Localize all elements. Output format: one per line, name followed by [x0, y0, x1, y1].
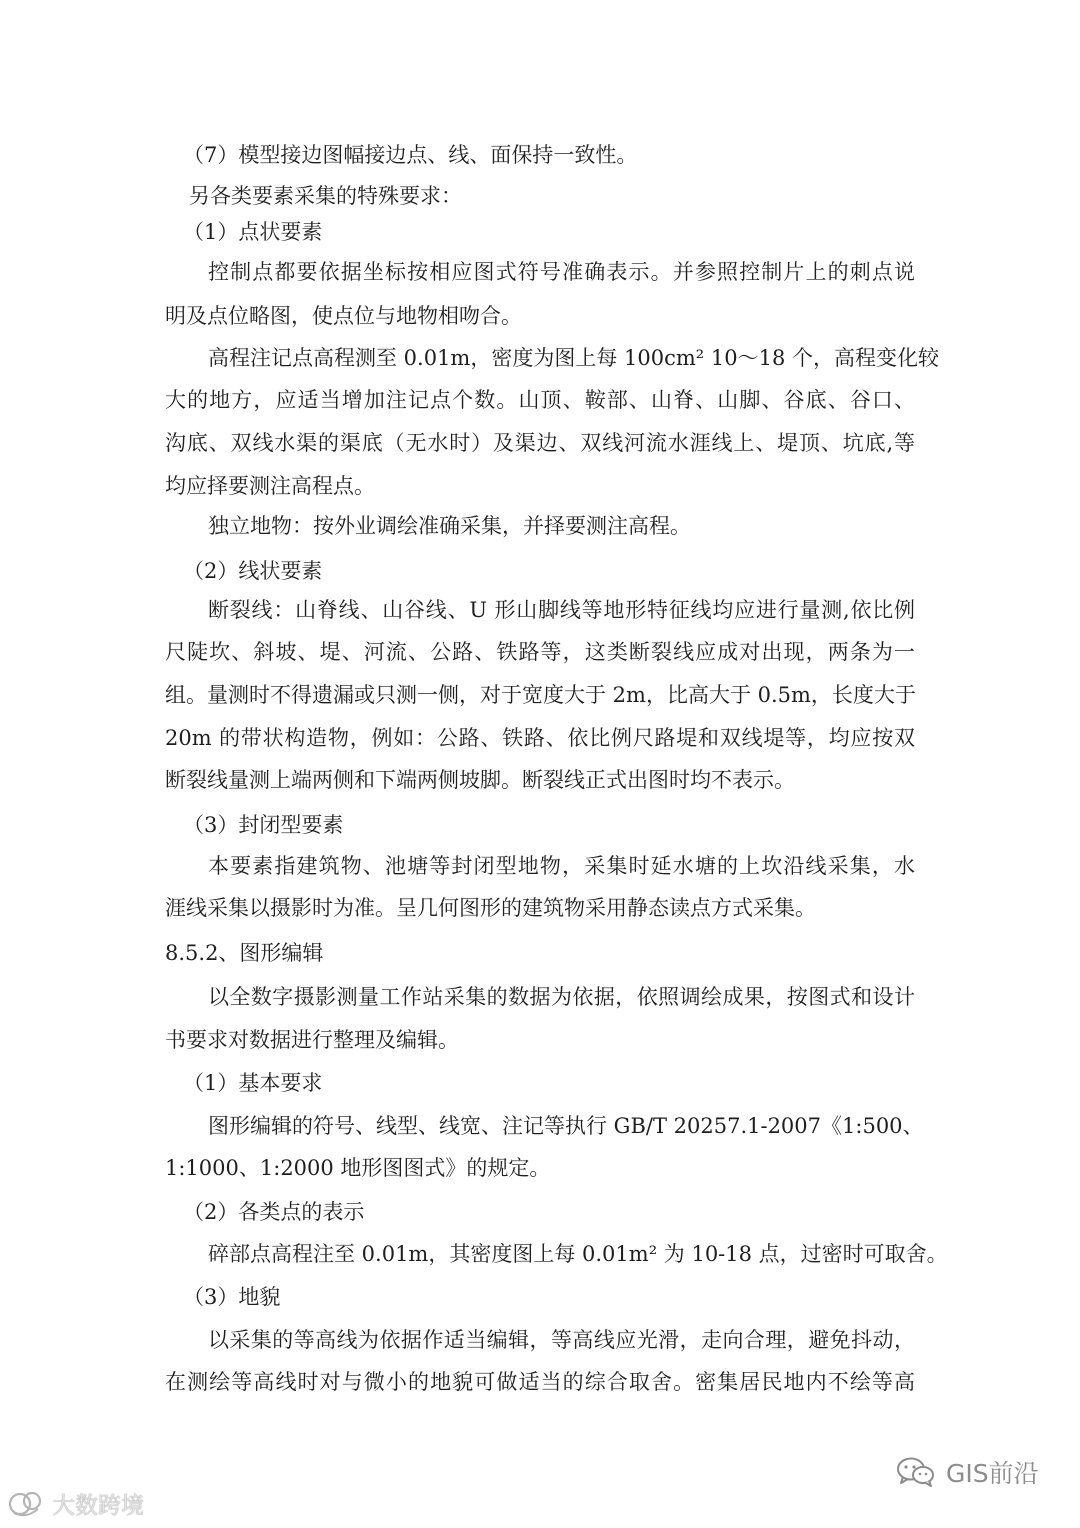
paragraph-line: 以全数字摄影测量工作站采集的数据为依据，依照调绘成果，按图式和设计 [208, 985, 915, 1009]
paragraph-line: 另各类要素采集的特殊要求： [189, 184, 462, 208]
paragraph-line: 尺陡坎、斜坡、堤、河流、公路、铁路等，这类断裂线应成对出现，两条为一 [165, 640, 915, 664]
wechat-icon [896, 1456, 936, 1492]
paragraph-line: 书要求对数据进行整理及编辑。 [165, 1028, 459, 1052]
list-item-heading: （7）模型接边图幅接边点、线、面保持一致性。 [183, 143, 638, 167]
paragraph-line: 1:1000、1:2000 地形图图式》的规定。 [165, 1156, 551, 1180]
source-watermark [8, 1490, 144, 1522]
paragraph-line: 高程注记点高程测至 0.01m，密度为图上每 100cm² 10～18 个，高程变化较 [208, 346, 939, 370]
list-item-heading: （3）封闭型要素 [183, 813, 344, 837]
list-item-heading: （2）各类点的表示 [183, 1200, 365, 1224]
list-item-heading: （2）线状要素 [183, 559, 323, 583]
paragraph-line: 组。量测时不得遗漏或只测一侧，对于宽度大于 2m，比高大于 0.5m，长度大于 [165, 683, 916, 707]
paragraph-line: 沟底、双线水渠的渠底（无水时）及渠边、双线河流水涯线上、堤顶、坑底,等 [165, 431, 915, 455]
paragraph-line: 本要素指建筑物、池塘等封闭型地物，采集时延水塘的上坎沿线采集，水 [208, 854, 915, 878]
paragraph-line: 在测绘等高线时对与微小的地貌可做适当的综合取舍。密集居民地内不绘等高 [165, 1370, 915, 1394]
paragraph-line: 明及点位略图，使点位与地物相吻合。 [165, 304, 522, 328]
paragraph-line: 图形编辑的符号、线型、线宽、注记等执行 GB/T 20257.1-2007《1:500、 [208, 1114, 924, 1138]
brand-logo-icon [8, 1489, 44, 1523]
section-heading: 8.5.2、图形编辑 [165, 941, 324, 965]
paragraph-line: 碎部点高程注至 0.01m，其密度图上每 0.01m² 为 10-18 点，过密时可取舍。 [208, 1242, 948, 1266]
paragraph-line: 断裂线量测上端两侧和下端两侧坡脚。断裂线正式出图时均不表示。 [165, 768, 795, 792]
paragraph-line: 涯线采集以摄影时为准。呈几何图形的建筑物采用静态读点方式采集。 [165, 896, 816, 920]
channel-name: GIS前沿 [946, 1459, 1039, 1488]
paragraph-line: 均应择要测注高程点。 [165, 474, 375, 498]
paragraph-line: 控制点都要依据坐标按相应图式符号准确表示。并参照控制片上的刺点说 [208, 260, 915, 284]
paragraph-line: 独立地物：按外业调绘准确采集，并择要测注高程。 [208, 514, 691, 538]
paragraph-line: 断裂线：山脊线、山谷线、U 形山脚线等地形特征线均应进行量测,依比例 [208, 598, 915, 622]
list-item-heading: （1）基本要求 [183, 1071, 323, 1095]
source-name: 大数跨境 [52, 1493, 144, 1519]
paragraph-line: 20m 的带状构造物，例如：公路、铁路、依比例尺路堤和双线堤等，均应按双 [165, 726, 915, 750]
paragraph-line: 大的地方，应适当增加注记点个数。山顶、鞍部、山脊、山脚、谷底、谷口、 [165, 388, 915, 412]
paragraph-line: 以采集的等高线为依据作适当编辑，等高线应光滑，走向合理，避免抖动， [208, 1328, 915, 1352]
list-item-heading: （1）点状要素 [183, 220, 323, 244]
list-item-heading: （3）地貌 [183, 1285, 281, 1309]
channel-watermark [896, 1456, 1039, 1492]
